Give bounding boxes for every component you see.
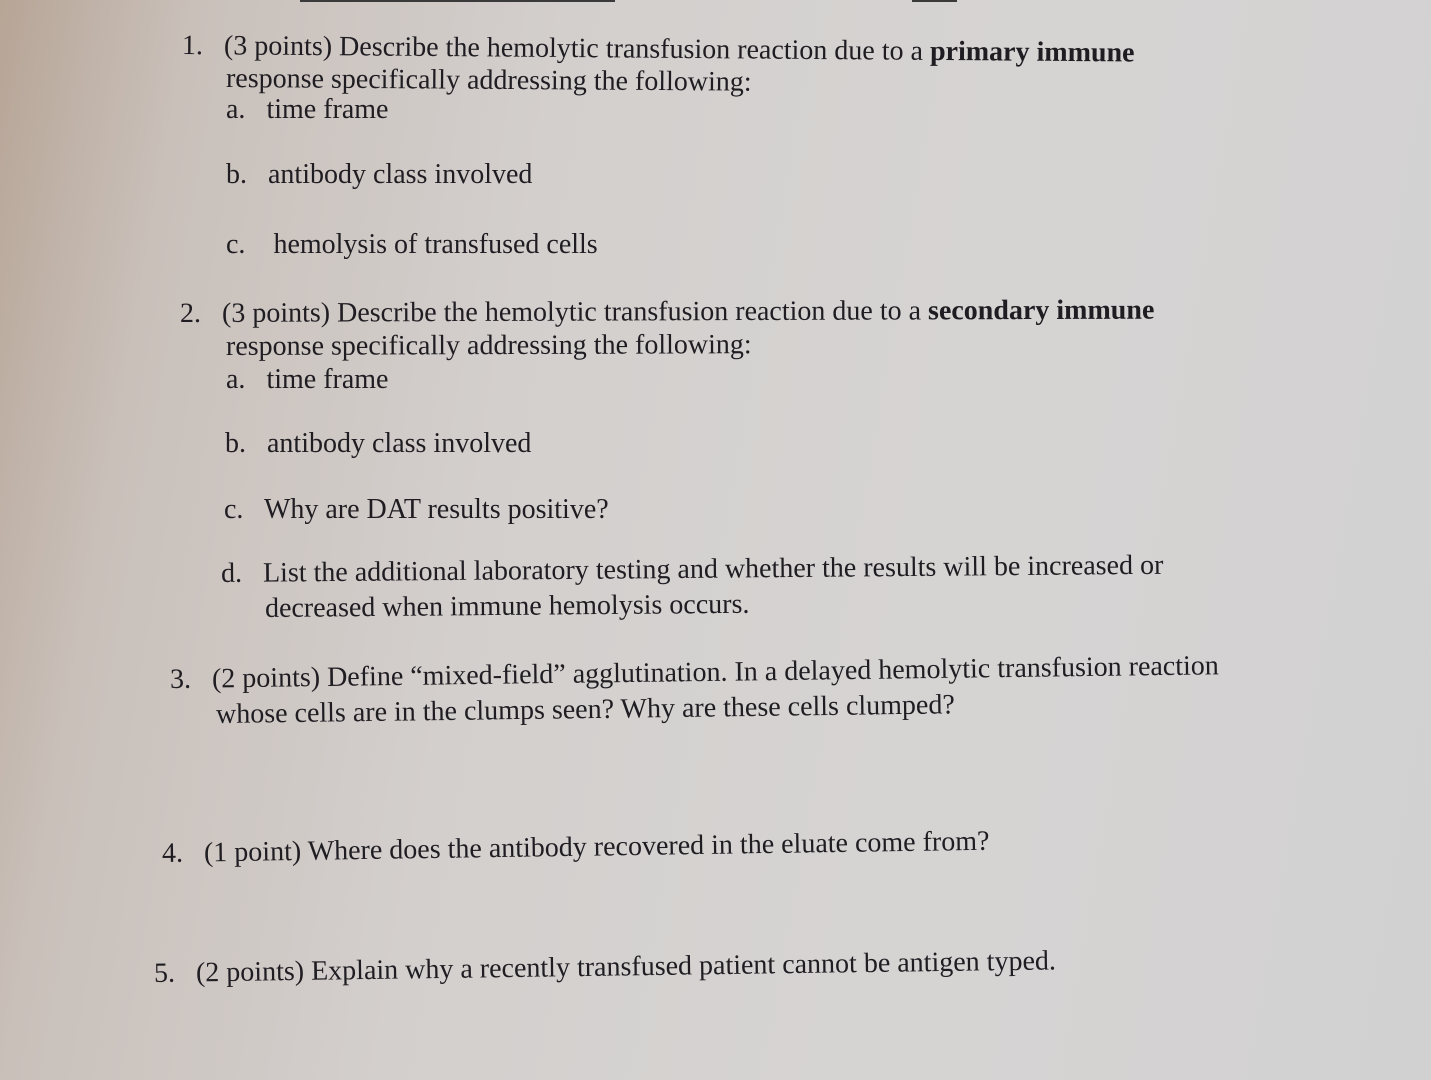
question-points: (3 points) — [223, 30, 333, 63]
top-edge-line — [912, 0, 957, 2]
question-points: (2 points) — [211, 662, 321, 695]
question-2-item-a — [226, 364, 389, 396]
question-text: Define “mixed-field” agglutination. In a delayed hemolytic transfusion reaction — [326, 650, 1220, 693]
item-text: decreased when immune hemolysis occurs. — [264, 588, 750, 624]
question-2-line-1 — [180, 295, 1154, 330]
item-letter: a. — [226, 94, 246, 125]
question-points: (2 points) — [195, 955, 305, 989]
item-letter: b. — [226, 159, 247, 190]
item-letter: a. — [226, 364, 246, 395]
question-2-item-d-line-2 — [265, 589, 750, 625]
question-2-line-2 — [226, 329, 752, 363]
question-text: Describe the hemolytic transfusion reaction due to a — [338, 31, 924, 67]
item-letter: b. — [225, 428, 246, 459]
question-emphasis: primary immune — [929, 35, 1135, 69]
item-text: time frame — [266, 364, 389, 395]
question-points: (1 point) — [203, 835, 302, 869]
item-text: hemolysis of transfused cells — [273, 229, 598, 260]
question-emphasis: secondary immune — [927, 294, 1155, 327]
question-2-item-b — [225, 428, 531, 460]
item-text: antibody class involved — [268, 159, 533, 190]
question-3-line-2 — [216, 689, 955, 731]
question-number: 5. — [153, 957, 176, 989]
item-text: List the additional laboratory testing and whether the results will be increased or — [262, 549, 1164, 589]
item-letter: c. — [224, 494, 244, 525]
question-text: whose cells are in the clumps seen? Why are these cells clumped? — [215, 689, 956, 730]
question-2-item-d-line-1 — [221, 550, 1164, 590]
question-4 — [162, 826, 990, 870]
question-number: 1. — [181, 30, 204, 62]
question-number: 4. — [161, 837, 184, 869]
question-text: response specifically addressing the following: — [225, 329, 752, 362]
question-number: 2. — [179, 297, 202, 329]
question-text: Describe the hemolytic transfusion reaction due to a — [337, 295, 922, 329]
question-1-item-b — [226, 159, 532, 191]
question-text: response specifically addressing the following: — [225, 63, 752, 98]
question-points: (3 points) — [221, 297, 331, 329]
question-5 — [154, 945, 1056, 990]
item-text: time frame — [266, 94, 389, 125]
top-edge-line — [300, 0, 615, 2]
question-number: 3. — [169, 663, 192, 695]
question-1-item-a — [226, 94, 389, 126]
item-text: antibody class involved — [267, 428, 532, 459]
question-text: Explain why a recently transfused patient cannot be antigen typed. — [310, 945, 1057, 987]
item-text: Why are DAT results positive? — [263, 494, 609, 525]
question-1-item-c — [226, 229, 598, 261]
question-text: Where does the antibody recovered in the eluate come from? — [307, 825, 990, 867]
question-3-line-1 — [170, 650, 1219, 696]
question-2-item-c — [224, 494, 609, 526]
item-letter: c. — [226, 229, 246, 260]
item-letter: d. — [220, 557, 243, 589]
